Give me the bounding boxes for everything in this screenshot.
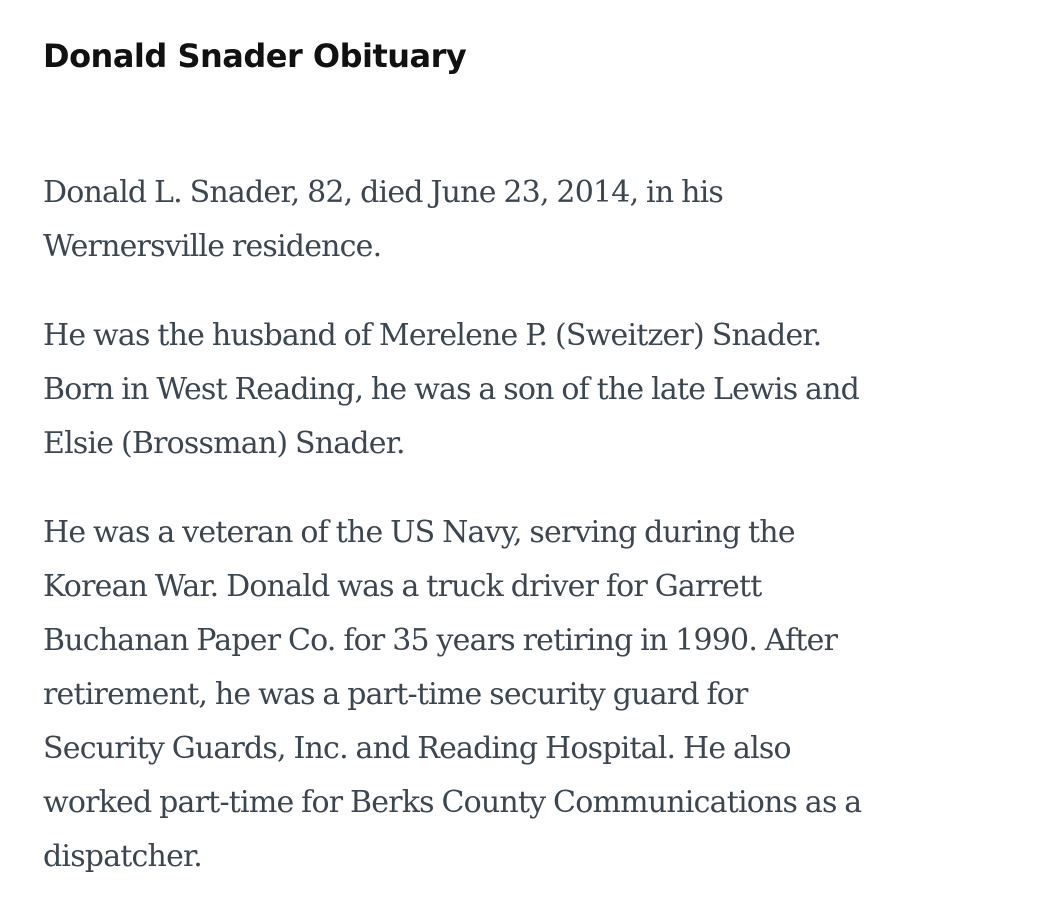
paragraph-career: He was a veteran of the US Navy, serving during the Korean War. Donald was a truck driver for Garrett Buchanan Paper Co. for 35 years retiring in 1990. After retirement, he was a part-time security guard for Security Guards, Inc. and Reading Hospital. He also worked part-time for Berks County Communications as a dispatcher. (43, 515, 862, 874)
paragraph-death-notice: Donald L. Snader, 82, died June 23, 2014, in his Wernersville residence. (43, 175, 724, 264)
paragraph-family: He was the husband of Merelene P. (Sweitzer) Snader. Born in West Reading, he was a son of the late Lewis and Elsie (Brossman) Snader. (43, 318, 860, 461)
page-title: Donald Snader Obituary (43, 37, 467, 75)
obituary-article (43, 0, 873, 919)
obituary-body (43, 166, 873, 884)
